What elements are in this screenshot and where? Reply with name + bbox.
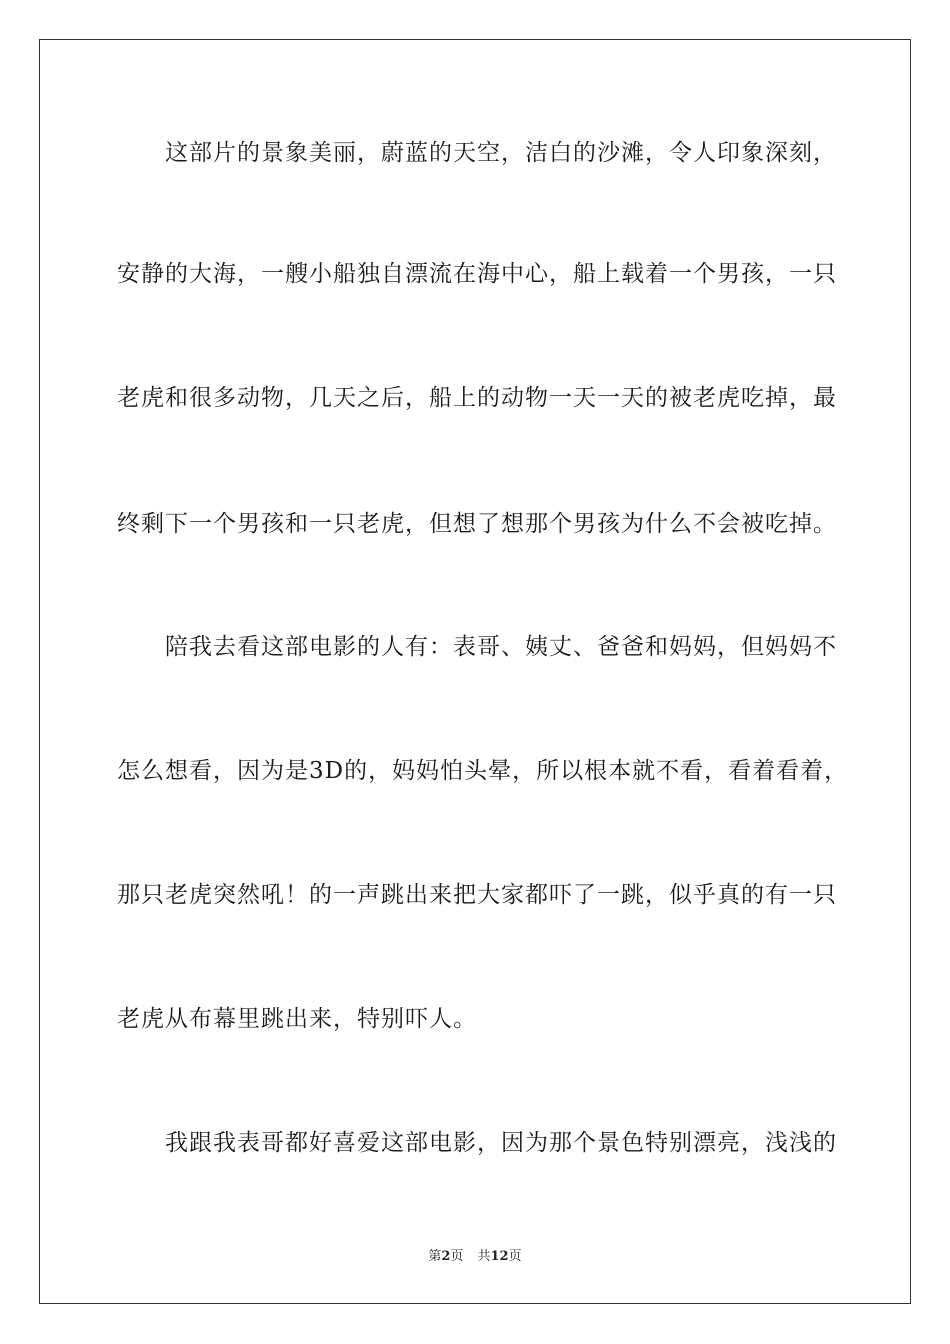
page-prefix: 第 (428, 1249, 442, 1264)
page-footer (0, 1248, 950, 1266)
current-page: 2 (441, 1249, 451, 1264)
total-suffix: 页 (508, 1249, 522, 1264)
paragraph-line-4: 终剩下一个男孩和一只老虎，但想了想那个男孩为什么不会被吃掉。 (117, 511, 837, 537)
page-number (428, 1248, 463, 1266)
paragraph-line-9: 我跟我表哥都好喜爱这部电影，因为那个景色特别漂亮，浅浅的 (117, 1130, 837, 1156)
total-count: 12 (490, 1249, 509, 1264)
paragraph-line-3: 老虎和很多动物，几天之后，船上的动物一天一天的被老虎吃掉，最 (117, 385, 837, 411)
paragraph-line-8: 老虎从布幕里跳出来，特别吓人。 (117, 1006, 477, 1032)
paragraph-line-6: 怎么想看，因为是3D的，妈妈怕头晕，所以根本就不看，看着看着， (117, 758, 849, 784)
paragraph-line-5: 陪我去看这部电影的人有：表哥、姨丈、爸爸和妈妈，但妈妈不 (117, 634, 837, 660)
page-suffix: 页 (450, 1249, 464, 1264)
paragraph-line-2: 安静的大海，一艘小船独自漂流在海中心，船上载着一个男孩，一只 (117, 261, 837, 287)
total-pages (477, 1248, 521, 1266)
paragraph-line-7: 那只老虎突然吼！的一声跳出来把大家都吓了一跳，似乎真的有一只 (117, 882, 837, 908)
total-prefix: 共 (477, 1249, 491, 1264)
page-frame (39, 39, 911, 1304)
paragraph-line-1: 这部片的景象美丽，蔚蓝的天空，洁白的沙滩，令人印象深刻， (117, 140, 837, 166)
